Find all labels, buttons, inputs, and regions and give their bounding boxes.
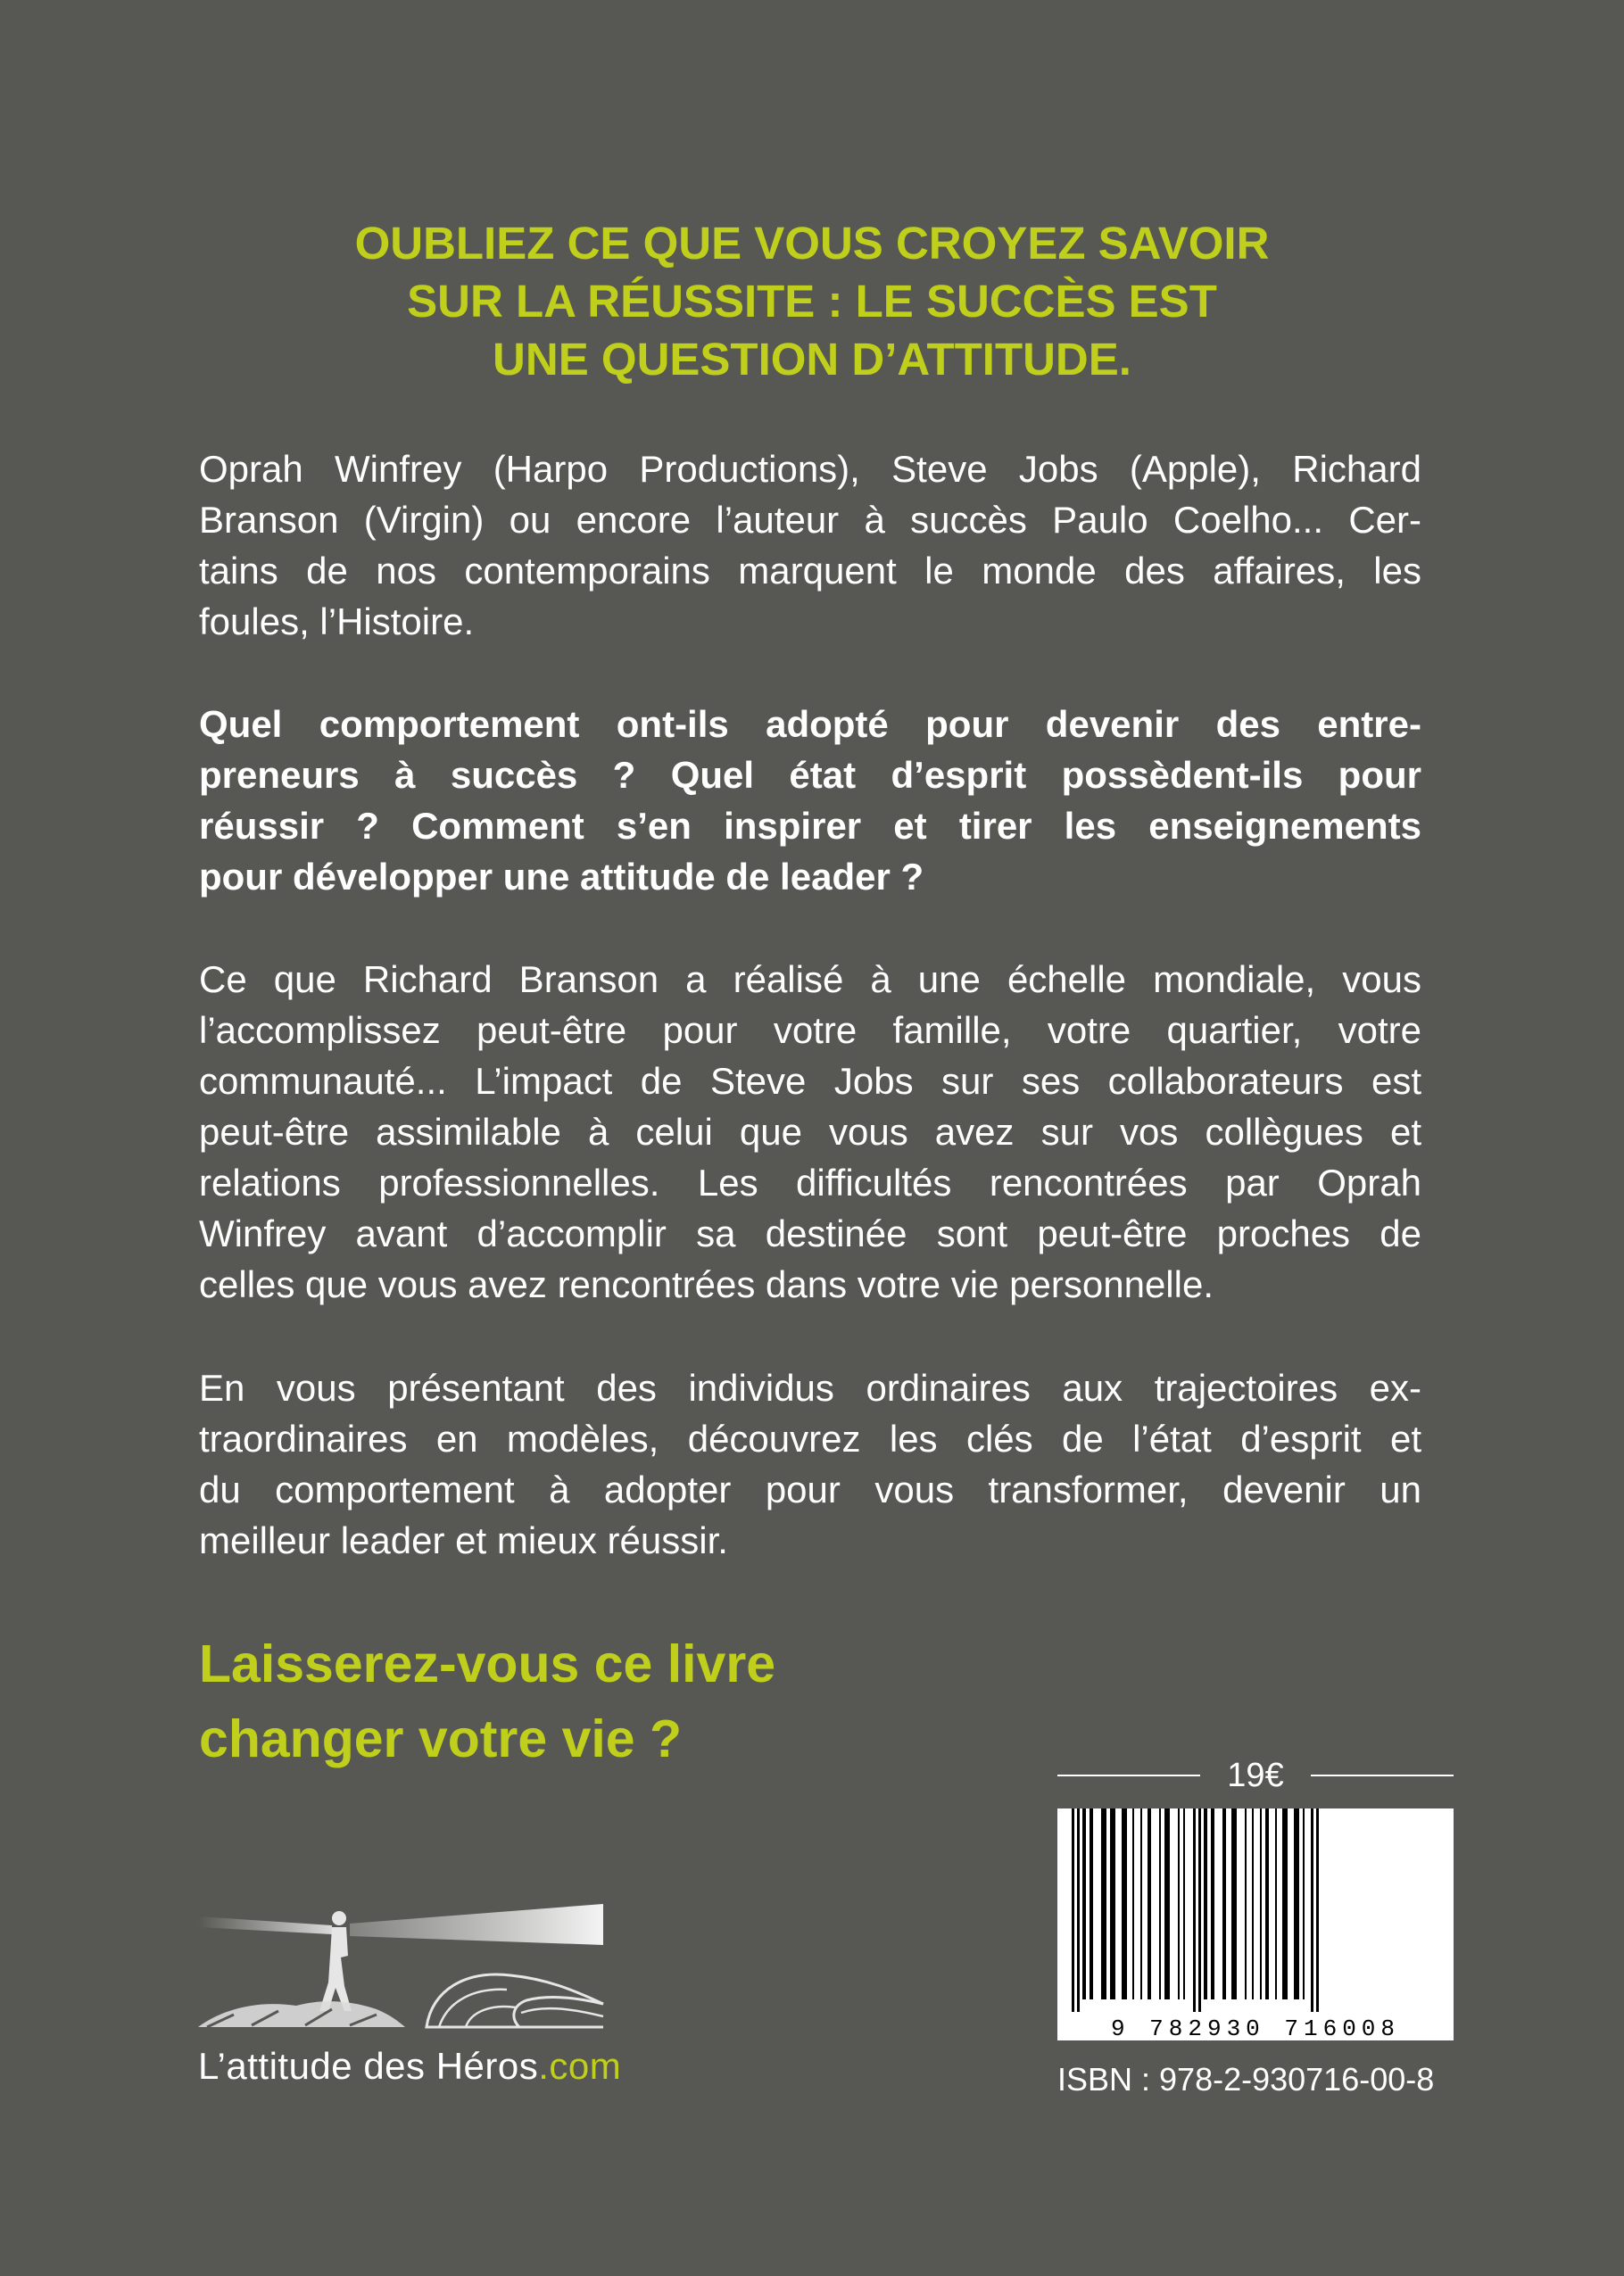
- question-line: Laisserez-vous ce livre: [199, 1635, 776, 1693]
- price-label: 19€: [1227, 1756, 1284, 1794]
- isbn-label: ISBN : 978-2-930716-00-8: [1057, 2061, 1435, 2098]
- barcode-bar: [1245, 1808, 1247, 1999]
- barcode: [1057, 1808, 1454, 2040]
- text-line: Winfrey avant d’accomplir sa destinée sont peut-être proches de: [199, 1212, 1421, 1254]
- barcode-bar: [1132, 1808, 1134, 1999]
- barcode-bar: [1159, 1808, 1161, 1999]
- text-line: Ce que Richard Branson a réalisé à une échelle mondiale, vous: [199, 958, 1421, 1000]
- intro-paragraph: [199, 443, 1421, 647]
- barcode-bar: [1282, 1808, 1288, 1999]
- barcode-bar: [1316, 1808, 1319, 2012]
- barcode-bar: [1072, 1808, 1074, 2012]
- barcode-bar: [1311, 1808, 1313, 2012]
- text-line: du comportement à adopter pour vous transformer, devenir un: [199, 1469, 1421, 1510]
- logo-name: L’attitude des Héros: [198, 2045, 539, 2087]
- barcode-bar: [1077, 1808, 1080, 2012]
- text-line: tains de nos contemporains marquent le monde des affaires, les: [199, 550, 1421, 592]
- barcode-bar: [1193, 1808, 1196, 2012]
- barcode-bar: [1303, 1808, 1305, 1999]
- lighthouse-figure-wave-icon: [198, 1900, 617, 2034]
- headline-line: OUBLIEZ CE QUE VOUS CROYEZ SAVOIR: [354, 218, 1270, 269]
- barcode-bar: [1222, 1808, 1226, 1999]
- logo-suffix: .com: [538, 2045, 622, 2087]
- barcode-bar: [1164, 1808, 1170, 1999]
- text-line: relations professionnelles. Les difficultés rencontrées par Oprah: [199, 1162, 1421, 1204]
- closing-question: [199, 1626, 775, 1776]
- text-line: traordinaires en modèles, découvrez les clés de l’état d’esprit et: [199, 1418, 1421, 1460]
- barcode-digits: 9 782930 716008: [1110, 2015, 1401, 2040]
- text-line: meilleur leader et mieux réussir.: [199, 1519, 728, 1561]
- barcode-bar: [1090, 1808, 1093, 1999]
- text-line: pour développer une attitude de leader ?: [199, 856, 924, 898]
- barcode-bar: [1260, 1808, 1262, 1999]
- barcode-bars: [1057, 1808, 1454, 2040]
- barcode-bar: [1275, 1808, 1277, 1999]
- text-line: preneurs à succès ? Quel état d’esprit possèdent-ils pour: [199, 754, 1421, 796]
- text-line: celles que vous avez rencontrées dans votre vie personnelle.: [199, 1263, 1214, 1305]
- text-line: Branson (Virgin) ou encore l’auteur à succès Paulo Coelho... Cer-: [199, 499, 1421, 541]
- text-line: foules, l’Histoire.: [199, 600, 475, 642]
- barcode-bar: [1294, 1808, 1299, 1999]
- barcode-bar: [1178, 1808, 1180, 1999]
- barcode-bar: [1231, 1808, 1237, 1999]
- headline-line: SUR LA RÉUSSITE : LE SUCCÈS EST: [407, 276, 1217, 327]
- text-line: réussir ? Comment s’en inspirer et tirer les enseignements: [199, 805, 1421, 847]
- barcode-bar: [1148, 1808, 1151, 1999]
- text-line: En vous présentant des individus ordinaires aux trajectoires ex-: [199, 1367, 1421, 1409]
- barcode-bar: [1140, 1808, 1142, 1999]
- headline-line: UNE QUESTION D’ATTITUDE.: [493, 334, 1131, 385]
- barcode-bar: [1110, 1808, 1115, 1999]
- barcode-bar: [1211, 1808, 1214, 1999]
- price-divider-left: [1057, 1775, 1200, 1776]
- barcode-bar: [1082, 1808, 1086, 1999]
- barcode-bar: [1265, 1808, 1269, 1999]
- text-line: l’accomplissez peut-être pour votre famille, votre quartier, votre: [199, 1009, 1421, 1051]
- text-line: communauté... L’impact de Steve Jobs sur ses collaborateurs est: [199, 1060, 1421, 1102]
- text-line: Quel comportement ont-ils adopté pour devenir des entre-: [199, 703, 1421, 745]
- text-line: peut-être assimilable à celui que vous avez sur vos collègues et: [199, 1111, 1421, 1153]
- publisher-logo: [198, 2045, 621, 2088]
- barcode-bar: [1198, 1808, 1201, 2012]
- question-line: changer votre vie ?: [199, 1709, 683, 1768]
- barcode-bar: [1122, 1808, 1127, 1999]
- closing-paragraph: [199, 1362, 1421, 1566]
- questions-paragraph: [199, 699, 1421, 902]
- barcode-bar: [1252, 1808, 1254, 1999]
- barcode-bar: [1183, 1808, 1185, 1999]
- logo-illustration: [198, 1900, 617, 2039]
- comparison-paragraph: [199, 954, 1421, 1310]
- price-divider-right: [1311, 1775, 1454, 1776]
- headline: [0, 214, 1624, 388]
- price-row: [1057, 1753, 1454, 1798]
- text-line: Oprah Winfrey (Harpo Productions), Steve Jobs (Apple), Richard: [199, 448, 1421, 490]
- barcode-bar: [1101, 1808, 1106, 1999]
- barcode-bar: [1204, 1808, 1207, 1999]
